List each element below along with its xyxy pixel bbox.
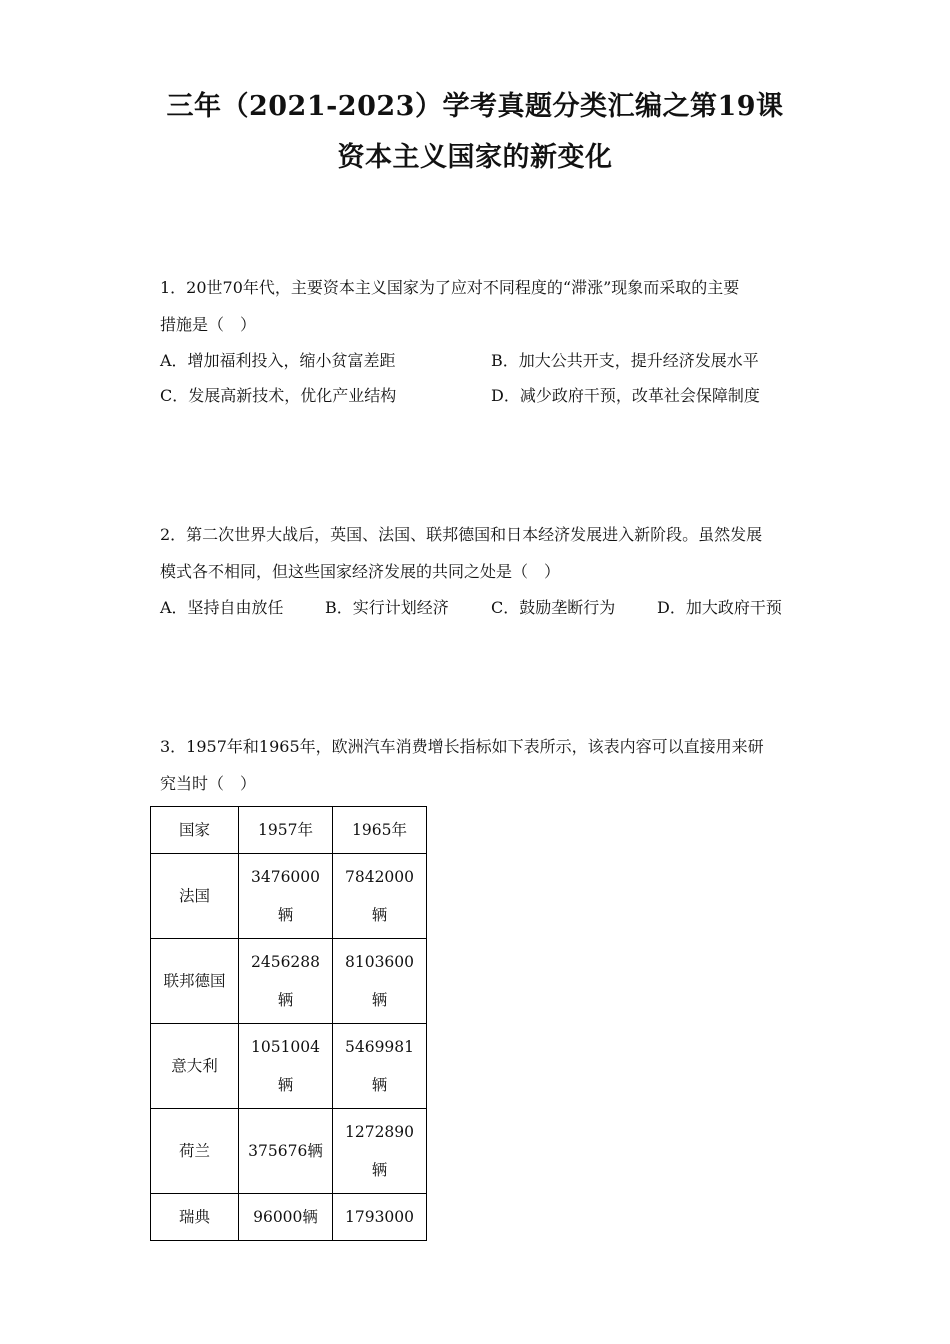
- value-number: 7842000: [344, 868, 415, 886]
- country-cell: 联邦德国: [151, 939, 239, 1024]
- value-number: 1272890: [344, 1123, 415, 1141]
- car-consumption-table: [150, 806, 427, 1241]
- q2-option-d: D．加大政府干预: [657, 598, 782, 617]
- value-cell-1957: 96000辆: [239, 1194, 333, 1241]
- value-unit: 辆: [277, 1076, 294, 1094]
- table-row: [151, 1024, 427, 1109]
- table-row: [151, 854, 427, 939]
- value-unit: 辆: [277, 906, 294, 924]
- value-unit: 辆: [371, 1161, 388, 1179]
- value-number: 3476000: [250, 868, 321, 886]
- value-cell-1957: [239, 939, 333, 1024]
- value-cell-1965: [333, 854, 427, 939]
- table-header-row: [151, 807, 427, 854]
- country-cell: 意大利: [151, 1024, 239, 1109]
- q3-stem-line2: 究当时（ ）: [160, 774, 257, 793]
- country-cell: 法国: [151, 854, 239, 939]
- q2-option-c: C．鼓励垄断行为: [491, 598, 616, 617]
- value-unit: 辆: [371, 991, 388, 1009]
- q1-option-b: B．加大公共开支，提升经济发展水平: [491, 351, 759, 370]
- value-number: 8103600: [344, 953, 415, 971]
- value-unit: 辆: [371, 1076, 388, 1094]
- q1-option-d: D．减少政府干预，改革社会保障制度: [491, 386, 760, 405]
- table-row: [151, 939, 427, 1024]
- page-title-line1: 三年（2021-2023）学考真题分类汇编之第19课: [166, 91, 784, 122]
- value-cell-1957: [239, 854, 333, 939]
- q3-stem-line1: 3．1957年和1965年，欧洲汽车消费增长指标如下表所示，该表内容可以直接用来研: [160, 737, 764, 756]
- value-cell-1957: [239, 1024, 333, 1109]
- q2-option-a: A．坚持自由放任: [160, 598, 284, 617]
- q1-option-c: C．发展高新技术，优化产业结构: [160, 386, 397, 405]
- header-cell-1957: 1957年: [239, 807, 333, 854]
- page-title-line2: 资本主义国家的新变化: [337, 142, 613, 173]
- value-cell-1965: [333, 939, 427, 1024]
- header-cell-1965: 1965年: [333, 807, 427, 854]
- q2-stem-line2: 模式各不相同，但这些国家经济发展的共同之处是（ ）: [160, 562, 561, 581]
- q1-stem-line1: 1．20世70年代，主要资本主义国家为了应对不同程度的“滞涨”现象而采取的主要: [160, 278, 740, 297]
- country-cell: 瑞典: [151, 1194, 239, 1241]
- q1-option-a: A．增加福利投入，缩小贫富差距: [160, 351, 396, 370]
- value-cell-1965: [333, 1024, 427, 1109]
- value-number: 1051004: [250, 1038, 321, 1056]
- value-number: 2456288: [250, 953, 321, 971]
- value-unit: 辆: [277, 991, 294, 1009]
- value-unit: 辆: [371, 906, 388, 924]
- q1-stem-line2: 措施是（ ）: [160, 315, 257, 334]
- q2-stem-line1: 2．第二次世界大战后，英国、法国、联邦德国和日本经济发展进入新阶段。虽然发展: [160, 525, 763, 544]
- q2-option-b: B．实行计划经济: [325, 598, 449, 617]
- header-cell-country: 国家: [151, 807, 239, 854]
- value-cell-1957: 375676辆: [239, 1109, 333, 1194]
- country-cell: 荷兰: [151, 1109, 239, 1194]
- value-cell-1965: 1793000: [333, 1194, 427, 1241]
- table-row: [151, 1194, 427, 1241]
- table-row: [151, 1109, 427, 1194]
- value-cell-1965: [333, 1109, 427, 1194]
- value-number: 5469981: [344, 1038, 415, 1056]
